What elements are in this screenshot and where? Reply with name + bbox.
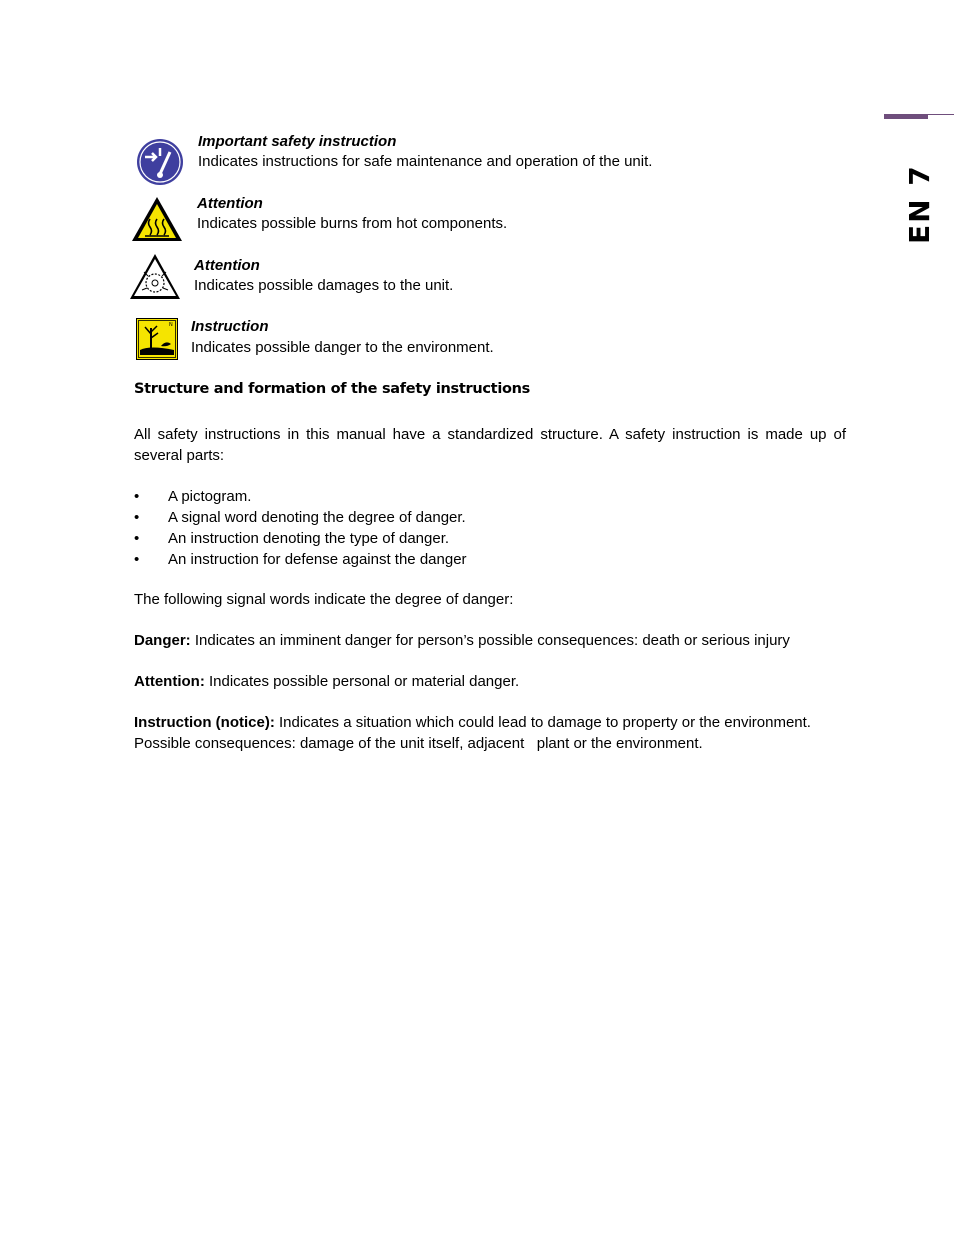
symbol-title: Attention <box>194 257 260 274</box>
signal-definition: Indicates possible personal or material danger. <box>204 673 520 690</box>
side-tab-line <box>928 114 954 115</box>
list-item-text: A pictogram. <box>168 488 252 505</box>
svg-text:N: N <box>169 322 173 328</box>
bullet: • <box>134 551 140 568</box>
signal-attention <box>134 671 846 692</box>
signal-instruction <box>134 712 846 754</box>
list-item-text: An instruction for defense against the danger <box>168 551 467 568</box>
signal-danger <box>134 630 846 651</box>
symbol-title: Important safety instruction <box>198 133 397 150</box>
page-number-label: EN 7 <box>903 164 936 244</box>
damage-warning-icon <box>128 252 182 306</box>
signal-term: Attention: <box>134 673 205 690</box>
list-item-text: A signal word denoting the degree of danger. <box>168 509 466 526</box>
symbol-description: Indicates possible damages to the unit. <box>194 277 454 294</box>
page-side-tab <box>884 114 954 244</box>
section-heading: Structure and formation of the safety instructions <box>134 381 530 397</box>
signal-term: Danger: <box>134 632 191 649</box>
signal-definition: Indicates a situation which could lead to damage to property or the environment. Possible consequences: damage of the unit itself, adjacent plant or the environment. <box>134 714 816 752</box>
symbol-title: Instruction <box>191 318 269 335</box>
signal-definition: Indicates an imminent danger for person’s possible consequences: death or serious injury <box>190 632 790 649</box>
bullet: • <box>134 509 140 526</box>
disconnect-power-icon <box>136 138 184 190</box>
bullet: • <box>134 530 140 547</box>
side-tab-bar <box>884 114 928 119</box>
symbol-description: Indicates instructions for safe maintenance and operation of the unit. <box>198 153 653 170</box>
symbol-description: Indicates possible danger to the environment. <box>191 339 494 356</box>
signal-intro: The following signal words indicate the degree of danger: <box>134 591 514 608</box>
intro-paragraph: All safety instructions in this manual have a standardized structure. A safety instruction is made up of several parts: <box>134 426 846 464</box>
symbol-description: Indicates possible burns from hot components. <box>197 215 508 232</box>
list-item-text: An instruction denoting the type of danger. <box>168 530 450 547</box>
symbol-title: Attention <box>197 195 263 212</box>
bullet: • <box>134 488 140 505</box>
hot-surface-warning-icon <box>130 195 184 247</box>
signal-term: Instruction (notice): <box>134 714 275 731</box>
environment-hazard-icon <box>136 318 178 364</box>
